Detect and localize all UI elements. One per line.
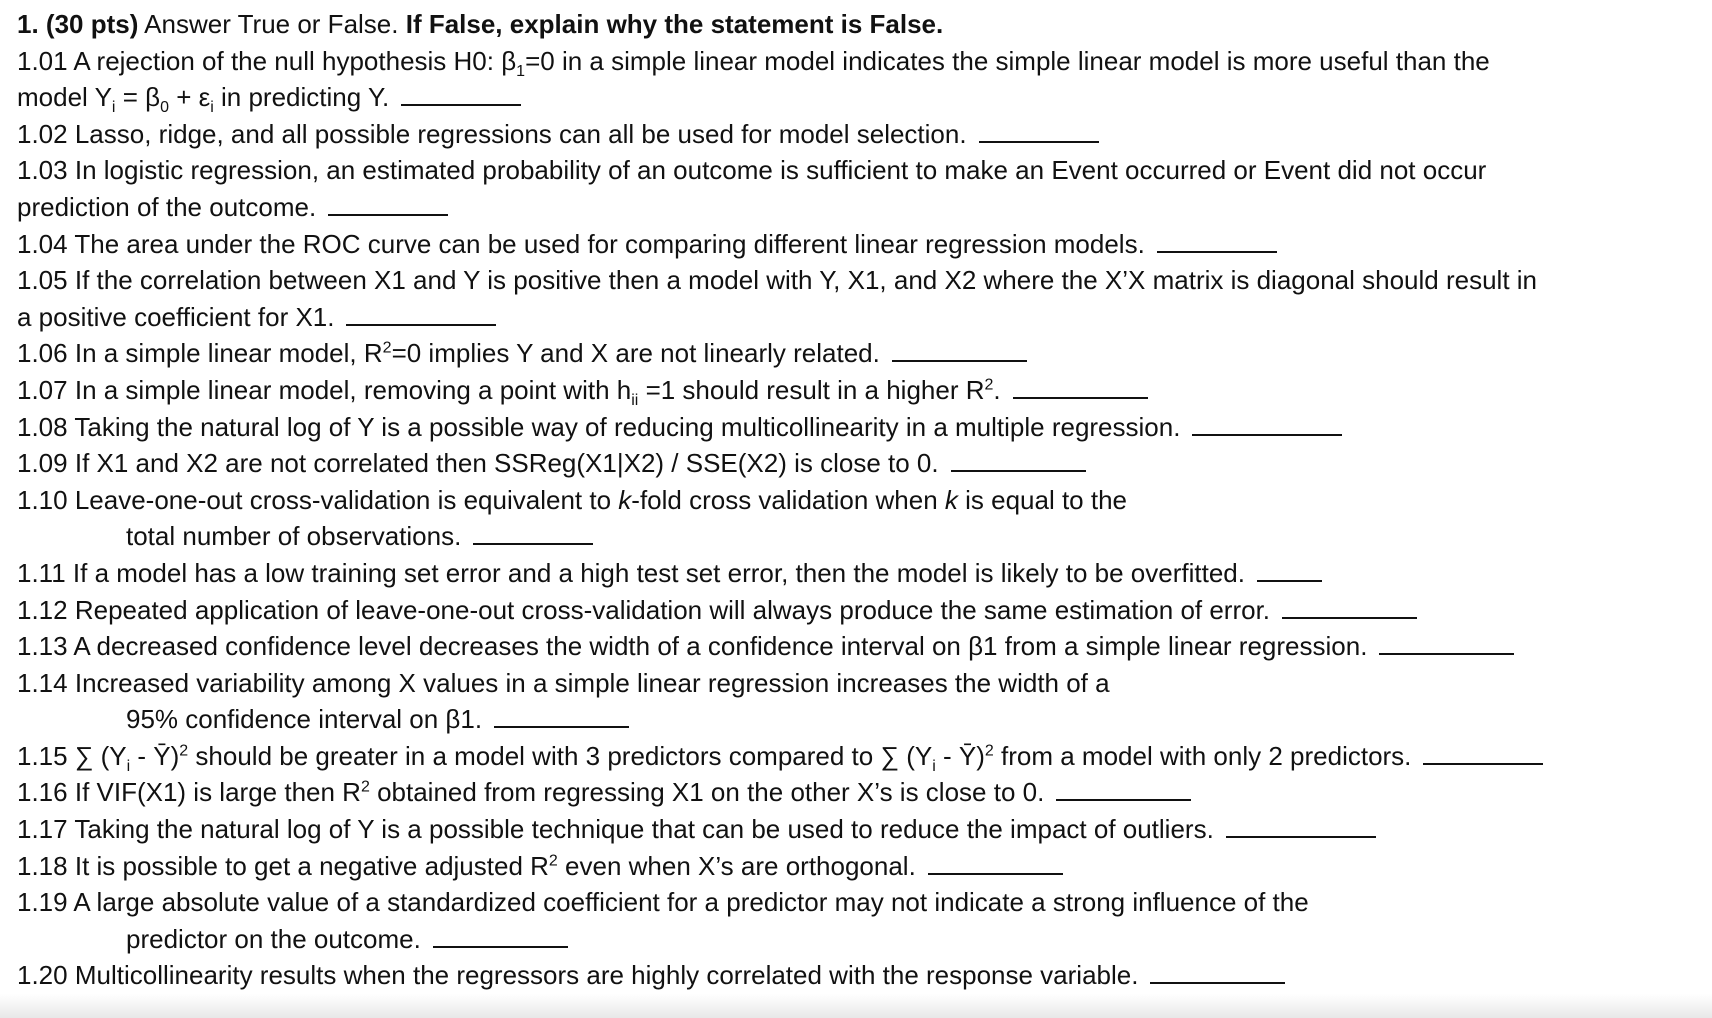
item-number: 1.20: [17, 960, 68, 991]
answer-blank[interactable]: [433, 926, 568, 948]
item-text: Taking the natural log of Y is a possible way of reducing multicollinearity in a multiple regression.: [74, 411, 1181, 442]
item-text: If VIF(X1) is large then $R^2$ obtained from regressing X1 on the other X’s is close to 0.: [74, 777, 1045, 808]
answer-blank[interactable]: [928, 853, 1063, 875]
item-1-19: [17, 884, 1697, 921]
item-number: 1.13: [17, 631, 68, 662]
item-1-16: [17, 774, 1697, 811]
answer-blank[interactable]: [401, 84, 521, 106]
item-number: 1.03: [17, 155, 68, 186]
answer-blank[interactable]: [328, 194, 448, 216]
item-number: 1.01: [17, 45, 68, 76]
item-number: 1.14: [17, 667, 68, 698]
item-1-05: [17, 262, 1697, 299]
item-number: 1.11: [17, 557, 66, 588]
answer-blank[interactable]: [494, 706, 629, 728]
item-1-19-continued: predictor on the outcome.: [17, 921, 1697, 958]
item-1-09: [17, 445, 1697, 482]
item-1-17: [17, 811, 1697, 848]
answer-blank[interactable]: [1192, 414, 1342, 436]
item-number: 1.19: [17, 887, 68, 918]
item-text: In a simple linear model, removing a point with $h_{ii} =1$ should result in a higher $R^2$.: [74, 374, 1001, 410]
item-text: In a simple linear model, $R^2=0$ implies Y and X are not linearly related.: [74, 338, 880, 369]
item-1-13: [17, 628, 1697, 665]
question-number: 1. (30 pts): [17, 9, 139, 39]
item-text: If a model has a low training set error and a high test set error, then the model is likely to be overfitted.: [72, 557, 1245, 588]
item-1-03: [17, 152, 1697, 189]
item-text: Increased variability among X values in a simple linear regression increases the width of a: [74, 667, 1110, 698]
item-1-14-continued: 95% confidence interval on β1.: [17, 701, 1697, 738]
answer-blank[interactable]: [1257, 560, 1322, 582]
item-1-08: [17, 409, 1697, 446]
answer-blank[interactable]: [1423, 743, 1543, 765]
item-text: It is possible to get a negative adjusted $R^2$ even when X’s are orthogonal.: [74, 850, 916, 881]
item-number: 1.08: [17, 411, 68, 442]
answer-blank[interactable]: [1282, 597, 1417, 619]
answer-blank[interactable]: [1157, 231, 1277, 253]
item-1-18: [17, 848, 1697, 885]
item-1-20: [17, 957, 1697, 994]
item-text: Lasso, ridge, and all possible regressions can all be used for model selection.: [74, 118, 967, 149]
item-text: Leave-one-out cross-validation is equivalent to k-fold cross validation when k is equal to the: [74, 484, 1128, 515]
item-number: 1.16: [17, 777, 68, 808]
item-1-14: [17, 665, 1697, 702]
answer-blank[interactable]: [1226, 816, 1376, 838]
item-number: 1.04: [17, 228, 68, 259]
item-number: 1.18: [17, 850, 68, 881]
item-number: 1.10: [17, 484, 68, 515]
item-number: 1.09: [17, 448, 68, 479]
item-1-05-continued: a positive coefficient for X1.: [17, 299, 1697, 336]
answer-blank[interactable]: [979, 121, 1099, 143]
page-bottom-shadow: [0, 994, 1712, 1018]
item-1-01-continued: model $Y_i = \beta_0 + \varepsilon_i$ in predicting Y.: [17, 79, 1697, 116]
answer-blank[interactable]: [473, 523, 593, 545]
item-number: 1.05: [17, 265, 68, 296]
item-text: A large absolute value of a standardized coefficient for a predictor may not indicate a strong influence of the: [73, 887, 1309, 918]
instruction-emphasis: If False, explain why the statement is False.: [405, 9, 944, 39]
exam-question-block: [17, 6, 1697, 994]
item-text: ∑ ($Y_i$ - Ȳ)$^2$ should be greater in a model with 3 predictors compared to ∑ ($Y_i$ - Ȳ)$^2$ from a model with only 2 predictors.: [74, 740, 1412, 776]
item-1-12: [17, 592, 1697, 629]
item-1-03-continued: prediction of the outcome.: [17, 189, 1697, 226]
item-text: In logistic regression, an estimated probability of an outcome is sufficient to make an Event occurred or Event did not occur: [74, 155, 1487, 186]
answer-blank[interactable]: [346, 304, 496, 326]
item-1-01: [17, 43, 1697, 80]
item-text: A rejection of the null hypothesis H0: $\beta_1=0$ in a simple linear model indicates the simple linear model is more useful than the: [73, 45, 1490, 80]
item-text: A decreased confidence level decreases the width of a confidence interval on β1 from a simple linear regression.: [73, 631, 1368, 662]
item-1-15: [17, 738, 1697, 775]
instruction-text: Answer True or False.: [144, 9, 399, 39]
item-number: 1.02: [17, 118, 68, 149]
answer-blank[interactable]: [951, 450, 1086, 472]
item-1-07: [17, 372, 1697, 409]
item-number: 1.12: [17, 594, 68, 625]
item-text: If the correlation between X1 and Y is positive then a model with Y, X1, and X2 where the X’X matrix is diagonal should result in: [74, 265, 1538, 296]
answer-blank[interactable]: [1013, 377, 1148, 399]
item-1-06: [17, 335, 1697, 372]
item-text: The area under the ROC curve can be used for comparing different linear regression models.: [74, 228, 1145, 259]
question-header: [17, 6, 1697, 43]
item-number: 1.06: [17, 338, 68, 369]
answer-blank[interactable]: [892, 340, 1027, 362]
answer-blank[interactable]: [1150, 962, 1285, 984]
answer-blank[interactable]: [1379, 633, 1514, 655]
item-text: Taking the natural log of Y is a possible technique that can be used to reduce the impact of outliers.: [74, 814, 1214, 845]
item-1-10-continued: total number of observations.: [17, 518, 1697, 555]
item-1-02: [17, 116, 1697, 153]
answer-blank[interactable]: [1056, 779, 1191, 801]
item-1-10: [17, 482, 1697, 519]
item-text: If X1 and X2 are not correlated then SSReg(X1|X2) / SSE(X2) is close to 0.: [74, 448, 939, 479]
item-number: 1.17: [17, 814, 68, 845]
item-1-11: [17, 555, 1697, 592]
item-text: Repeated application of leave-one-out cross-validation will always produce the same estimation of error.: [74, 594, 1271, 625]
item-1-04: [17, 226, 1697, 263]
item-number: 1.07: [17, 374, 68, 405]
item-text: Multicollinearity results when the regressors are highly correlated with the response variable.: [74, 960, 1139, 991]
item-number: 1.15: [17, 740, 68, 771]
